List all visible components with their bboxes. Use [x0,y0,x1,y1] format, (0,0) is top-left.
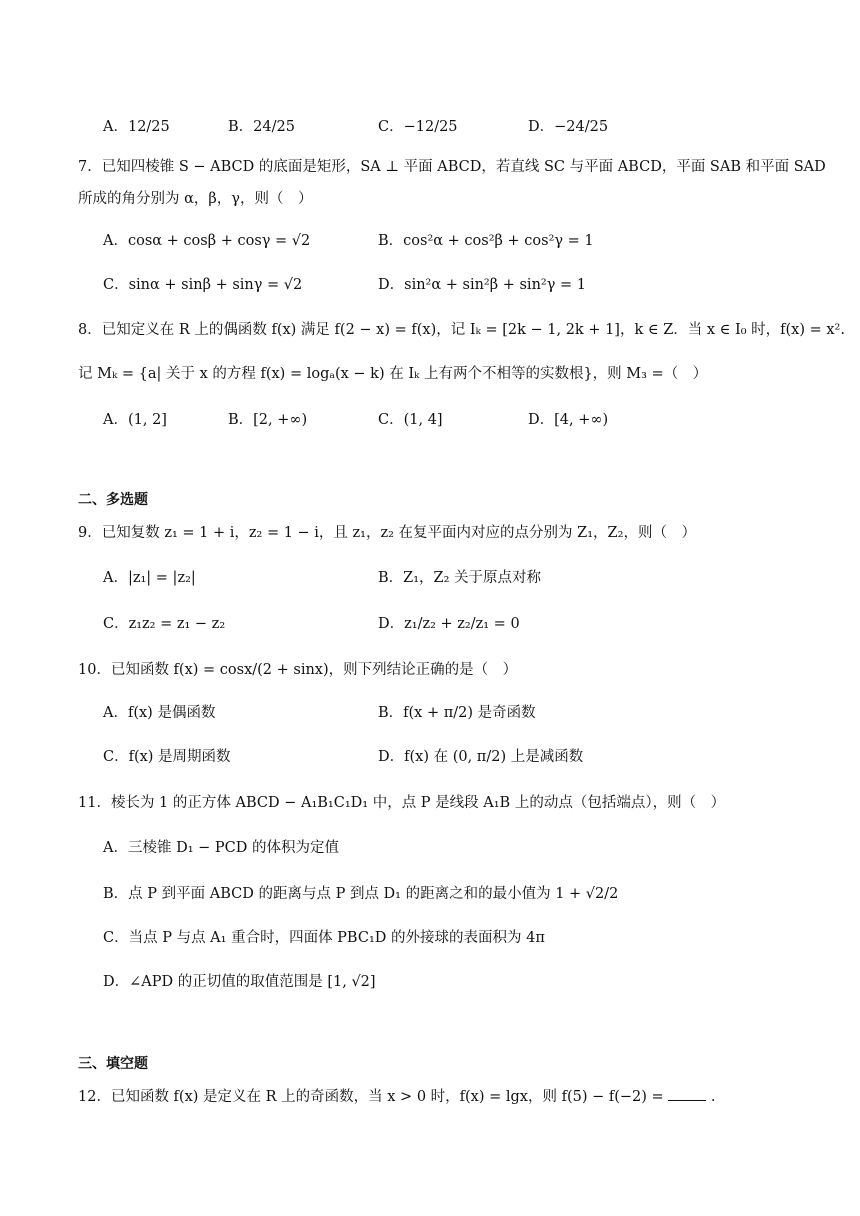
q6-option-a[interactable]: A．12/25 [103,119,170,135]
q11-stem: 11．棱长为 1 的正方体 ABCD − A₁B₁C₁D₁ 中，点 P 是线段 A₁B 上的动点（包括端点），则（ ） [78,795,726,811]
section-heading-fill-in-blank: 三、填空题 [78,1056,148,1072]
q9-option-d[interactable]: D．z₁/z₂ + z₂/z₁ = 0 [378,616,520,632]
q7-stem-line1: 7．已知四棱锥 S − ABCD 的底面是矩形，SA ⊥ 平面 ABCD，若直线 SC 与平面 ABCD，平面 SAB 和平面 SAD [78,159,826,175]
q8-option-d[interactable]: D．[4, +∞) [528,412,609,428]
q8-stem-line2: 记 Mₖ = {a| 关于 x 的方程 f(x) = logₐ(x − k) 在 Iₖ 上有两个不相等的实数根}，则 M₃ =（ ） [78,366,708,382]
q6-option-c[interactable]: C．−12/25 [378,119,458,135]
q6-option-b[interactable]: B．24/25 [228,119,295,135]
q11-option-a[interactable]: A．三棱锥 D₁ − PCD 的体积为定值 [103,840,339,856]
q7-option-b[interactable]: B．cos²α + cos²β + cos²γ = 1 [378,233,594,249]
q9-stem: 9．已知复数 z₁ = 1 + i，z₂ = 1 − i，且 z₁，z₂ 在复平面内对应的点分别为 Z₁，Z₂，则（ ） [78,525,696,541]
q9-option-c[interactable]: C．z₁z₂ = z₁ − z₂ [103,616,226,632]
q10-option-c[interactable]: C．f(x) 是周期函数 [103,749,231,765]
q7-option-d[interactable]: D．sin²α + sin²β + sin²γ = 1 [378,277,586,293]
q10-stem: 10．已知函数 f(x) = cosx/(2 + sinx)，则下列结论正确的是（ ） [78,662,518,678]
q10-option-a[interactable]: A．f(x) 是偶函数 [103,705,216,721]
q8-option-c[interactable]: C．(1, 4] [378,412,443,428]
q12-stem [78,1086,716,1107]
q7-option-a[interactable]: A．cosα + cosβ + cosγ = √2 [103,233,311,249]
q12-stem-end: . [710,1089,716,1105]
q11-option-d[interactable]: D．∠APD 的正切值的取值范围是 [1, √2] [103,974,376,990]
q11-option-c[interactable]: C．当点 P 与点 A₁ 重合时，四面体 PBC₁D 的外接球的表面积为 4π [103,930,545,946]
q10-option-b[interactable]: B．f(x + π/2) 是奇函数 [378,705,536,721]
q8-option-a[interactable]: A．(1, 2] [103,412,167,428]
q8-option-b[interactable]: B．[2, +∞) [228,412,308,428]
q12-answer-blank[interactable] [668,1086,706,1101]
q9-option-b[interactable]: B．Z₁，Z₂ 关于原点对称 [378,570,542,586]
q8-stem-line1: 8．已知定义在 R 上的偶函数 f(x) 满足 f(2 − x) = f(x)，记 Iₖ = [2k − 1, 2k + 1]，k ∈ Z．当 x ∈ I₀ 时，f(x) = x². [78,322,845,338]
q11-option-b[interactable]: B．点 P 到平面 ABCD 的距离与点 P 到点 D₁ 的距离之和的最小值为 1 + √2/2 [103,886,619,902]
q7-stem-line2: 所成的角分别为 α，β，γ，则（ ） [78,191,313,207]
q10-option-d[interactable]: D．f(x) 在 (0, π/2) 上是减函数 [378,749,584,765]
q9-option-a[interactable]: A．|z₁| = |z₂| [103,570,196,586]
section-heading-multiple-choice: 二、多选题 [78,492,148,508]
q7-option-c[interactable]: C．sinα + sinβ + sinγ = √2 [103,277,303,293]
q6-option-d[interactable]: D．−24/25 [528,119,609,135]
q12-stem-text: 12．已知函数 f(x) 是定义在 R 上的奇函数，当 x > 0 时，f(x) = lgx，则 f(5) − f(−2) = [78,1089,664,1105]
